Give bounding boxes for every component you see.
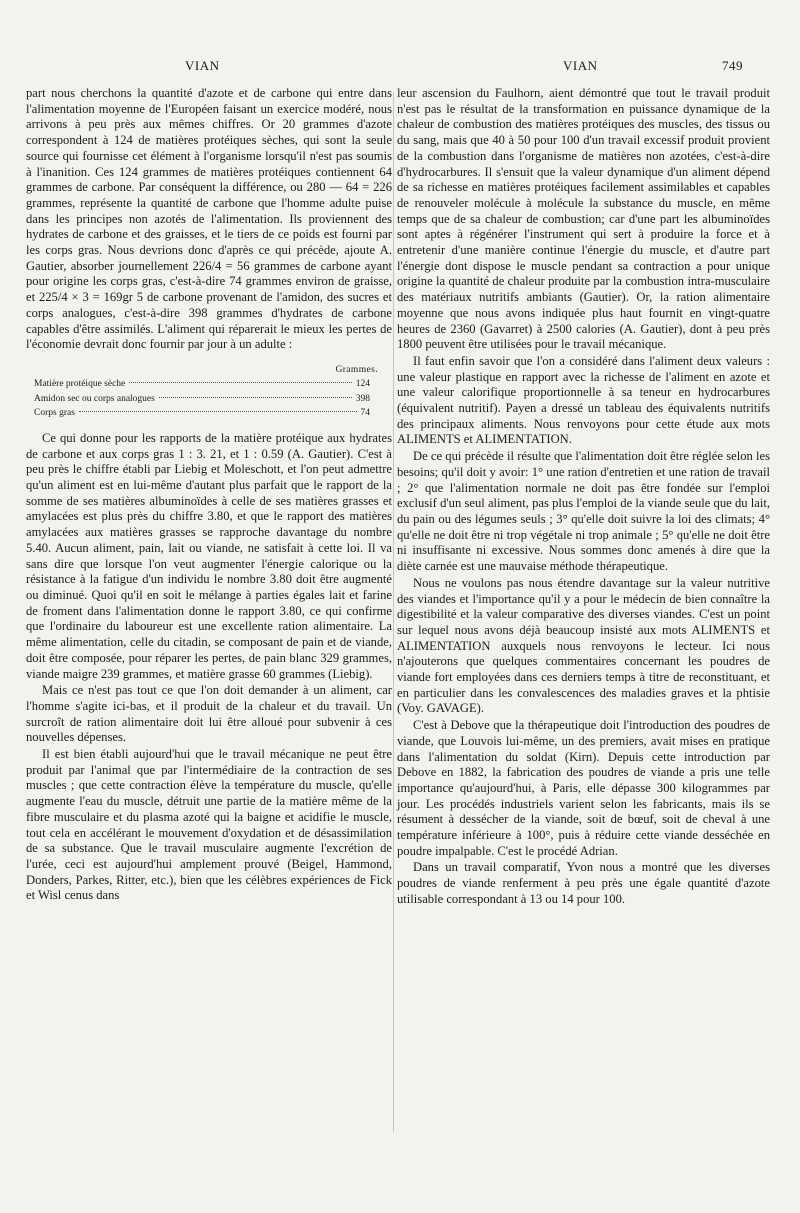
column-divider [393, 92, 394, 1132]
paragraph: De ce qui précède il résulte que l'alimentation doit être réglée selon les besoins; qu'il doit y avoir: 1° une ration d'entretien et une ration de travail ; 2° que l'alimentation normale ne doit pas être fondée sur l'emploi exclusif d'un seul aliment, pas plus l'emploi de la viande seule que du lait, du pain ou des légumes seuls ; 3° qu'elle doit suivre la loi des climats; 4° qu'elle ne doit être ni trop végétale ni trop animale ; 5° qu'elle ne doit être ni insuffisante ni excessive. Nous sommes donc amenés à dire que la diète carnée est une mauvaise méthode thérapeutique. [397, 449, 770, 574]
table-row-label: Corps gras [34, 408, 75, 419]
table-row-label: Matière protéique sèche [34, 379, 126, 390]
table-row-label: Amidon sec ou corps analogues [34, 393, 155, 404]
left-column [26, 86, 392, 904]
paragraph: Il faut enfin savoir que l'on a considéré dans l'aliment deux valeurs : une valeur plastique en rapport avec la richesse de l'aliment en azote et une valeur calorifique proportionnelle à sa teneur en hydrocarbures (équivalent nutritif). Payen a dressé un tableau des équivalents nutritifs des principaux aliments. Nous renvoyons pour cette étude aux mots ALIMENTS et ALIMENTATION. [397, 353, 770, 447]
table-row-value: 124 [355, 379, 370, 390]
table-row [26, 392, 392, 407]
leader-dots [159, 397, 352, 398]
right-column [397, 86, 770, 908]
paragraph: Nous ne voulons pas nous étendre davantage sur la valeur nutritive des viandes et l'importance qu'il y a pour le médecin de bien connaître la digestibilité et la valeur comparative des diverses viandes. C'est un point sur lequel nous avons déjà beaucoup insisté aux mots ALIMENTS et ALIMENTATION auxquels nous renvoyons le lecteur. Ici nous n'ajouterons que quelques commentaires concernant les poudres de viande fort employées dans ces derniers temps à titre de reconstituant, et en particulier dans les convalescences des maladies graves et la phtisie (Voy. GAVAGE). [397, 575, 770, 716]
paragraph: Ce qui donne pour les rapports de la matière protéique aux hydrates de carbone et aux corps gras 1 : 3. 21, et 1 : 0.59 (A. Gautier). C'est à peu près le chiffre établi par Liebig et Moleschott, et l'on peut admettre qu'un aliment est en lui-même d'autant plus parfait que le rapport de la somme de ses matières albuminoïdes à celle de ses matières grasses et amylacées est plus près du chiffre 3.80, et que le rapport des matières amylacées aux matières grasses se rapproche davantage du nombre 5.40. Aucun aliment, pain, lait ou viande, ne satisfait à cette loi. Il va sans dire que lorsque l'on veut augmenter l'énergie calorique ou la résistance à la fatigue d'un individu le nombre 3.80 doit être augmenté ou diminué. Quoi qu'il en soit le mélange à parties égales lait et farine de froment dans l'alimentation donne le rapport 3.80, ce qui confirme que l'ordinaire du laboureur est une excellente ration alimentaire. La même alimentation, celle du citadin, se composant de pain et de viande, doit être composée, pour réparer les pertes, de pain blanc 329 grammes, viande maigre 239 grammes, et matière grasse 60 grammes (Liebig). [26, 430, 392, 681]
paragraph: C'est à Debove que la thérapeutique doit l'introduction des poudres de viande, que Louvois lui-même, un des premiers, avait mises en pratique dans l'alimentation du soldat (Kirn). Depuis cette introduction par Debove en 1882, la fabrication des poudres de viande a pris une telle importance qu'aujourd'hui, à Paris, elle dépasse 300 kilogrammes par jour. Les procédés industriels varient selon les fabricants, mais ils se résument à dessécher de la viande, soit de bœuf, soit de cheval à une température inférieure à 100°, puis à réduire cette viande desséchée en poudre impalpable. C'est le procédé Adrian. [397, 718, 770, 858]
running-header-right: VIAN [563, 58, 598, 73]
leader-dots [129, 382, 351, 383]
table-unit-header: Grammes. [335, 364, 378, 375]
paragraph: Il est bien établi aujourd'hui que le travail mécanique ne peut être produit par l'animal que par l'intermédiaire de la contraction de ses muscles ; que cette contraction élève la température du muscle, qu'elle augmente l'eau du muscle, détruit une partie de la matière même de la fibre musculaire et du plasma azoté qui la baigne et acidifie le muscle, tout cela en accélérant le mouvement d'oxydation et de désassimilation de sa substance. Que le travail musculaire augmente l'excrétion de l'urée, ceci est aujourd'hui amplement prouvé (Beigel, Hammond, Donders, Parkes, Ritter, etc.), bien que les célèbres expériences de Fick et Wisl cenus dans [26, 747, 392, 903]
table-row [26, 406, 392, 421]
paragraph: part nous cherchons la quantité d'azote et de carbone qui entre dans l'alimentation moyenne de l'Européen faisant un exercice modéré, nous arrivons à peu près aux mêmes chiffres. Or 20 grammes d'azote correspondent à 124 de matières protéiques sèches, qui sont la seule source qui fournisse cet élément à l'organisme lorsqu'il n'est pas soumis à l'inanition. Ces 124 grammes de matières protéiques contiennent 64 grammes de carbone. Par conséquent la différence, ou 280 — 64 = 226 grammes, représente la quantité de carbone que l'homme adulte puise dans les principes non azotés de l'alimentation. Ils proviennent des hydrates de carbone et des graisses, et le tiers de ce poids est fourni par les corps gras. Nous devrions donc d'après ce qui précède, ajoute A. Gautier, absorber journellement 226/4 = 56 grammes de carbone ayant pour origine les corps gras, c'est-à-dire 74 grammes environ de graisse, et 225/4 × 3 = 169gr 5 de carbone provenant de l'amidon, des sucres et corps analogues, c'est-à-dire 398 grammes d'hydrates de carbone capables d'être assimilés. L'aliment qui réparerait le mieux les pertes de l'économie devrait donc fournir par jour à un adulte : [26, 86, 392, 352]
paragraph: leur ascension du Faulhorn, aient démontré que tout le travail produit n'est pas le résultat de la transformation en puissance dynamique de la chaleur de combustion des matières protéiques des muscles, des tissus ou du sang, mais que 40 à 50 pour 100 d'un travail excessif produit provient de la combustion dans l'organisme de matières non azotées, c'est-à-dire d'hydrocarbures. Il s'ensuit que la valeur dynamique d'un aliment dépend de sa richesse en matières protéiques facilement assimilables et capables de renouveler molécule à molécule la substance du muscle, en même temps que de sa chaleur de combustion; car d'une part les albuminoïdes sont aptes à régénérer l'instrument qui sert à produire la force et à entretenir d'une manière continue l'énergie du muscle, et d'autre part l'énergie dont dispose le muscle pendant sa contraction a pour unique origine la quantité de chaleur produite par la combustion intra-musculaire des matériaux nutritifs ambiants (Gautier). Or, la ration alimentaire moyenne que nous avons indiquée plus haut fournit en vingt-quatre heures de 2360 (Gavarret) à 2500 calories (A. Gautier), dont à peu près 1800 peuvent être utilisées pour le travail mécanique. [397, 86, 770, 352]
table-row-value: 398 [355, 393, 370, 404]
table-row-value: 74 [360, 408, 370, 419]
paragraph: Mais ce n'est pas tout ce que l'on doit demander à un aliment, car l'homme s'agite ici-bas, et il produit de la chaleur et du travail. Un surcroît de ration alimentaire doit lui être alloué pour subvenir à ces nouvelles dépenses. [26, 683, 392, 745]
paragraph: Dans un travail comparatif, Yvon nous a montré que les diverses poudres de viande renferment à peu près une égale quantité d'azote utilisable correspondant à 13 ou 14 pour 100. [397, 860, 770, 906]
page-number: 749 [722, 58, 743, 73]
running-header-left: VIAN [185, 58, 220, 73]
table-row [26, 377, 392, 392]
nutrition-table [26, 363, 392, 421]
leader-dots [79, 411, 357, 412]
